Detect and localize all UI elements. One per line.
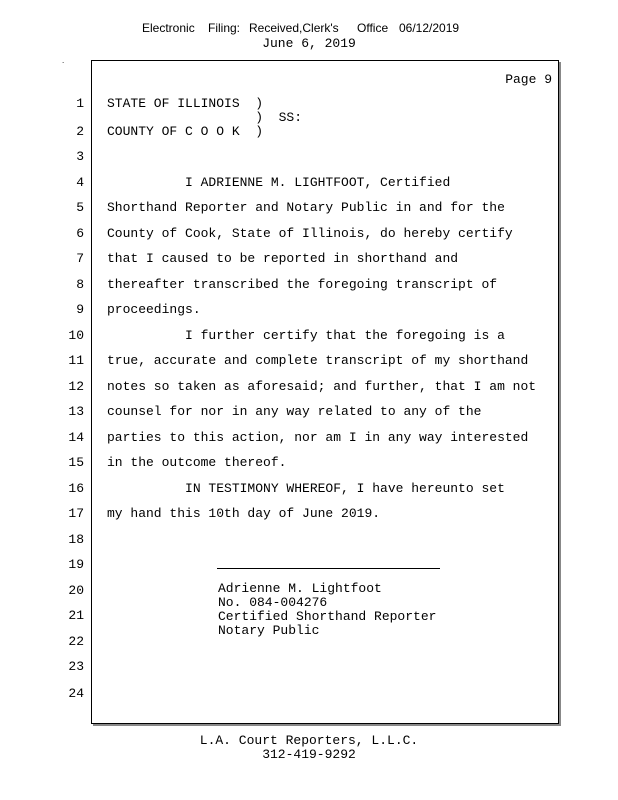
line-text: that I caused to be reported in shorthand and xyxy=(107,251,459,266)
line-number: 7 xyxy=(76,251,84,266)
header-date: June 6, 2019 xyxy=(262,36,356,51)
signature-line xyxy=(217,568,440,569)
line-number: 16 xyxy=(68,481,84,496)
line-text: I ADRIENNE M. LIGHTFOOT, Certified xyxy=(107,175,451,190)
line-number: 15 xyxy=(68,455,84,470)
line-text: parties to this action, nor am I in any way interested xyxy=(107,430,529,445)
line-text: thereafter transcribed the foregoing transcript of xyxy=(107,277,498,292)
line-number: 11 xyxy=(68,353,84,368)
line-text: STATE OF ILLINOIS ) xyxy=(107,96,264,111)
line-text: proceedings. xyxy=(107,302,201,317)
line-number: 17 xyxy=(68,506,84,521)
filing-word: Electronic xyxy=(142,21,195,35)
filing-word: Filing: xyxy=(208,21,241,35)
line-number: 23 xyxy=(68,659,84,674)
line-number: 21 xyxy=(68,608,84,623)
line-text: I further certify that the foregoing is a xyxy=(107,328,505,343)
line-number: 10 xyxy=(68,328,84,343)
line-number: 5 xyxy=(76,200,84,215)
line-text: in the outcome thereof. xyxy=(107,455,287,470)
line-number: 14 xyxy=(68,430,84,445)
line-text: COUNTY OF C O O K ) xyxy=(107,124,264,139)
line-number: 6 xyxy=(76,226,84,241)
line-number: 13 xyxy=(68,404,84,419)
line-text: counsel for nor in any way related to any of the xyxy=(107,404,482,419)
reporter-name: Adrienne M. Lightfoot xyxy=(218,581,382,596)
line-text: my hand this 10th day of June 2019. xyxy=(107,506,381,521)
scan-mark: . xyxy=(62,56,65,65)
line-text: notes so taken as aforesaid; and further, that I am not xyxy=(107,379,537,394)
line-text: Shorthand Reporter and Notary Public in and for the xyxy=(107,200,505,215)
page-number: Page 9 xyxy=(505,72,552,87)
filing-word: Received,Clerk's xyxy=(249,21,339,35)
filing-date: 06/12/2019 xyxy=(399,21,460,35)
line-number: 9 xyxy=(76,302,84,317)
footer-phone: 312-419-9292 xyxy=(262,747,356,762)
reporter-title: Certified Shorthand Reporter xyxy=(218,609,437,624)
line-number: 1 xyxy=(76,96,84,111)
line-text: County of Cook, State of Illinois, do hereby certify xyxy=(107,226,513,241)
line-number: 4 xyxy=(76,175,84,190)
line-number: 8 xyxy=(76,277,84,292)
reporter-license: No. 084-004276 xyxy=(218,595,328,610)
line-number: 3 xyxy=(76,149,84,164)
line-text: IN TESTIMONY WHEREOF, I have hereunto set xyxy=(107,481,505,496)
reporter-role: Notary Public xyxy=(218,623,320,638)
line-number: 22 xyxy=(68,634,84,649)
line-number: 18 xyxy=(68,532,84,547)
line-number: 2 xyxy=(76,124,84,139)
line-number: 12 xyxy=(68,379,84,394)
line-number: 20 xyxy=(68,583,84,598)
line-number: 19 xyxy=(68,557,84,572)
line-text: true, accurate and complete transcript of my shorthand xyxy=(107,353,529,368)
footer-company: L.A. Court Reporters, L.L.C. xyxy=(199,733,419,748)
line-number: 24 xyxy=(68,686,84,701)
line-text: ) SS: xyxy=(107,110,303,125)
filing-word: Office xyxy=(357,21,389,35)
